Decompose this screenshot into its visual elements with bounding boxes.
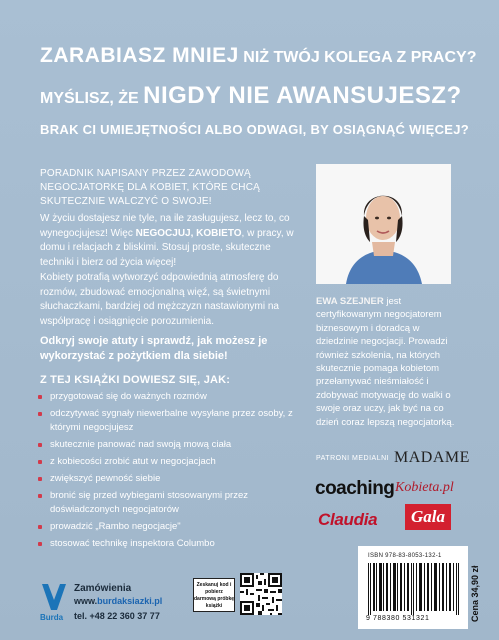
list-item: z kobiecości zrobić atut w negocjacjach <box>38 455 313 469</box>
madame-logo: MADAME <box>394 449 470 466</box>
order-heading: Zamówienia <box>74 583 132 594</box>
bullet-icon <box>38 542 42 546</box>
paragraph-1-bold: NEGOCJUJ, KOBIETO <box>135 227 242 239</box>
claudia-logo: Claudia <box>318 510 378 529</box>
headline-2-emphasis: NIGDY NIE AWANSUJESZ? <box>143 82 462 109</box>
order-phone: tel. +48 22 360 37 77 <box>74 611 160 621</box>
order-website-link[interactable]: www.burdaksiazki.pl <box>74 596 163 606</box>
list-item: odczytywać sygnały niewerbalne wysyłane przez osoby, z którymi negocjujesz <box>38 407 313 435</box>
callout-text: Odkryj swoje atuty i sprawdź, jak możesz je wykorzystać z pożytkiem dla siebie! <box>40 335 268 362</box>
list-item: prowadzić „Rambo negocjacje" <box>38 520 313 534</box>
coaching-logo: coaching <box>315 478 395 499</box>
headline-1 <box>40 44 476 68</box>
bullet-icon <box>38 460 42 464</box>
bullet-icon <box>38 395 42 399</box>
author-photo <box>316 164 451 284</box>
list-item: zwiększyć pewność siebie <box>38 472 313 486</box>
benefits-list <box>38 390 313 554</box>
bullet-icon <box>38 494 42 498</box>
paragraph-1-post: , w pracy, w domu i relacjach z bliskimi. Stosuj proste, skuteczne techniki i bierz od życia więcej! <box>40 227 294 268</box>
list-item: stosować technikę inspektora Columbo <box>38 537 313 551</box>
list-heading: Z TEJ KSIĄŻKI DOWIESZ SIĘ, JAK: <box>40 374 231 386</box>
author-portrait-icon <box>316 164 451 284</box>
qr-code-icon[interactable] <box>240 573 282 615</box>
intro-text: PORADNIK NAPISANY PRZEZ ZAWODOWĄ NEGOCJATORKĘ DLA KOBIET, KTÓRE CHCĄ SKUTECZNIE WALCZYĆ O SWOJE! <box>40 168 261 207</box>
barcode-icon <box>366 563 461 615</box>
list-item: skutecznie panować nad swoją mową ciała <box>38 438 313 452</box>
bullet-icon <box>38 477 42 481</box>
burda-brand: Burda <box>40 613 64 622</box>
media-patrons-label: PATRONI MEDIALNI <box>316 455 390 462</box>
headline-3: BRAK CI UMIEJĘTNOŚCI ALBO ODWAGI, BY OSIĄGNĄĆ WIĘCEJ? <box>40 122 470 137</box>
kobieta-logo: Kobieta.pl <box>395 480 454 495</box>
headline-1-rest: NIŻ TWÓJ KOLEGA Z PRACY? <box>243 49 477 66</box>
burda-logo-icon <box>40 582 68 612</box>
qr-note: Zeskanuj kod i pobierz darmową próbkę książki <box>193 578 235 612</box>
author-bio-text: jest certyfikowanym negocjatorem biznesowym i doradcą w dziedzinie negocjacji. Prowadzi również szkolenia, na których skutecznie pomaga kobietom przełamywać nieśmiałość i zdobywać motywację do walki o swoje oraz uczy, jak być na co dzień coraz lepszą negocjatorką. <box>316 296 455 428</box>
author-bio <box>316 295 456 429</box>
bullet-icon <box>38 412 42 416</box>
gala-logo: Gala <box>405 504 451 530</box>
barcode-digits: 9 788380 531321 <box>366 615 430 622</box>
headline-2-lead: MYŚLISZ, ŻE <box>40 90 139 107</box>
bullet-icon <box>38 443 42 447</box>
list-item: bronić się przed wybiegami stosowanymi przez doświadczonych negocjatorów <box>38 489 313 517</box>
price-text: Cena 34,90 zł <box>470 565 480 622</box>
paragraph-1-pre: W życiu dostajesz nie tyle, na ile zasługujesz, lecz to, co wynegocjujesz! Więc <box>40 213 290 239</box>
headline-1-emphasis: ZARABIASZ MNIEJ <box>40 44 239 67</box>
paragraph-2: Kobiety potrafią wytworzyć odpowiednią atmosferę do rozmów, zbudować emocjonalną więź, są świetnymi słuchaczkami, bardziej od mężczyzn nastawionymi na współpracę i osiągnięcie porozumienia. <box>40 272 279 327</box>
list-item: przygotować się do ważnych rozmów <box>38 390 313 404</box>
paragraph-1 <box>40 212 305 270</box>
author-name: EWA SZEJNER <box>316 296 384 307</box>
headline-2 <box>40 82 462 110</box>
bullet-icon <box>38 525 42 529</box>
isbn-text: ISBN 978-83-8053-132-1 <box>368 553 442 559</box>
